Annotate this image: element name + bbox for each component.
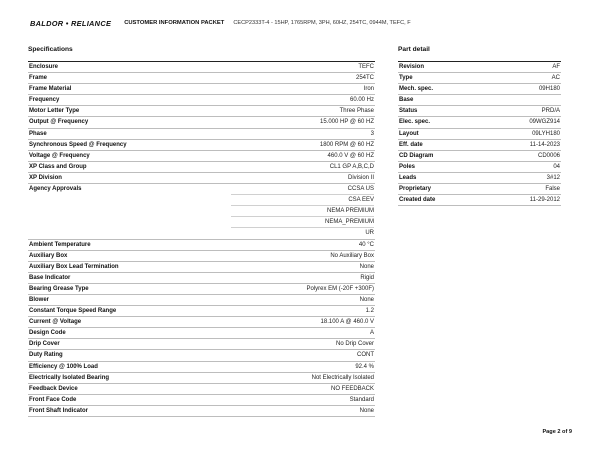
part-row [398,161,561,172]
spec-row-label: Output @ Frequency [28,117,230,128]
spec-row [28,361,375,372]
part-row-value: 09H180 [486,84,561,95]
spec-row [28,328,375,339]
spec-row-value: CSA EEV [231,195,374,206]
spec-row [28,405,375,416]
spec-row [28,339,375,350]
spec-row [28,239,375,250]
spec-row-value: 460.0 V @ 60 HZ [230,150,375,161]
spec-row-value: Rigid [230,272,375,283]
spec-row-value: NEMA PREMIUM [231,206,374,217]
part-row-value: False [486,184,561,195]
spec-row-label: Frame Material [28,84,230,95]
spec-row [28,106,375,117]
spec-row-label: Bearing Grease Type [28,283,230,294]
spec-row-value: CCSA US [231,184,374,195]
spec-row [28,84,375,95]
spec-row [28,394,375,405]
part-row [398,95,561,106]
spec-row-value: NO FEEDBACK [230,383,375,394]
spec-row-label: Feedback Device [28,383,230,394]
part-row [398,195,561,206]
spec-row-value: 60.00 Hz [230,95,375,106]
part-row-label: Poles [398,161,486,172]
model-description: CECP2333T-4 - 15HP, 1765RPM, 3PH, 60HZ, 254TC, 0944M, TEFC, F [233,20,411,26]
part-row-label: Elec. spec. [398,117,486,128]
part-row-value: 04 [486,161,561,172]
part-detail-title: Part detail [398,46,430,53]
spec-row [28,372,375,383]
spec-row-value: Standard [230,394,375,405]
part-row [398,128,561,139]
spec-row-value-list [230,184,375,239]
spec-row [28,150,375,161]
spec-row-label: Efficiency @ 100% Load [28,361,230,372]
spec-row-value: 18.100 A @ 460.0 V [230,317,375,328]
spec-row-value: NEMA_PREMIUM [231,217,374,228]
spec-row-label: Auxiliary Box Lead Termination [28,261,230,272]
spec-row-label: Base Indicator [28,272,230,283]
part-row [398,106,561,117]
part-row-label: Layout [398,128,486,139]
spec-row-label: Electrically Isolated Bearing [28,372,230,383]
spec-row-label: Ambient Temperature [28,239,230,250]
spec-row [28,272,375,283]
spec-row-value: 1.2 [230,306,375,317]
part-row-value [486,95,561,106]
specifications-title: Specifications [28,46,73,53]
spec-row [28,172,375,183]
spec-row-value: A [230,328,375,339]
spec-row-label: Front Face Code [28,394,230,405]
spec-row-label: Frequency [28,95,230,106]
spec-row-value: 3 [230,128,375,139]
spec-row-label: Drip Cover [28,339,230,350]
spec-row [28,383,375,394]
part-row [398,139,561,150]
spec-row [28,250,375,261]
spec-row-label: Constant Torque Speed Range [28,306,230,317]
part-row-label: Proprietary [398,184,486,195]
spec-row [28,128,375,139]
spec-row-value: 40 °C [230,239,375,250]
spec-row [28,261,375,272]
spec-row [28,184,375,239]
spec-row-label: Frame [28,73,230,84]
spec-row-label: XP Class and Group [28,161,230,172]
spec-row-value: Not Electrically Isolated [230,372,375,383]
specifications-table [28,61,375,417]
spec-row [28,117,375,128]
spec-row-value: TEFC [230,62,375,73]
part-row-label: CD Diagram [398,150,486,161]
document-header [30,17,580,29]
part-row-value: 3#12 [486,172,561,183]
spec-row [28,306,375,317]
part-detail-table [398,61,561,206]
spec-row-value: 15.000 HP @ 60 HZ [230,117,375,128]
spec-row-value: None [230,405,375,416]
spec-row-label: Front Shaft Indicator [28,405,230,416]
spec-row [28,283,375,294]
part-row [398,73,561,84]
spec-row-value: None [230,294,375,305]
spec-row-label: Enclosure [28,62,230,73]
spec-row-label: Phase [28,128,230,139]
part-row-value: 09LYH180 [486,128,561,139]
part-row [398,117,561,128]
part-row-value: PRD/A [486,106,561,117]
spec-row-value: No Auxiliary Box [230,250,375,261]
spec-row-label: Voltage @ Frequency [28,150,230,161]
part-row [398,172,561,183]
part-row [398,184,561,195]
spec-row-label: Agency Approvals [28,184,230,239]
part-row-label: Status [398,106,486,117]
part-row-label: Revision [398,62,486,73]
part-row [398,62,561,73]
page-number: Page 2 of 9 [542,429,572,435]
part-row-label: Eff. date [398,139,486,150]
spec-row-label: Current @ Voltage [28,317,230,328]
spec-row [28,95,375,106]
part-row-value: AC [486,73,561,84]
part-row-value: 11-14-2023 [486,139,561,150]
part-row-value: AF [486,62,561,73]
spec-row-value: None [230,261,375,272]
brand-logo: BALDOR • RELIANCE [30,18,112,28]
part-row-label: Mech. spec. [398,84,486,95]
spec-row-label: Duty Rating [28,350,230,361]
packet-title: CUSTOMER INFORMATION PACKET [124,20,225,26]
part-row-label: Created date [398,195,486,206]
part-row-value: CD0006 [486,150,561,161]
spec-row [28,62,375,73]
part-row-value: 11-29-2012 [486,195,561,206]
spec-row-value: No Drip Cover [230,339,375,350]
spec-row [28,317,375,328]
spec-row-label: Design Code [28,328,230,339]
spec-row-value: UR [365,230,374,237]
spec-row-label: Synchronous Speed @ Frequency [28,139,230,150]
spec-row-label: Auxiliary Box [28,250,230,261]
spec-row [28,161,375,172]
spec-row [28,139,375,150]
spec-row-value: Polyrex EM (-20F +300F) [230,283,375,294]
spec-row-value: CONT [230,350,375,361]
part-row-label: Type [398,73,486,84]
spec-row [28,73,375,84]
spec-row [28,350,375,361]
spec-row [28,294,375,305]
part-row-label: Base [398,95,486,106]
spec-row-label: Blower [28,294,230,305]
part-row [398,150,561,161]
spec-row-value: 92.4 % [230,361,375,372]
spec-row-value: 254TC [230,73,375,84]
part-row [398,84,561,95]
spec-row-value: Division II [230,172,375,183]
part-row-value: 09WGZ914 [486,117,561,128]
spec-row-label: Motor Letter Type [28,106,230,117]
spec-row-value: 1800 RPM @ 60 HZ [230,139,375,150]
spec-row-label: XP Division [28,172,230,183]
part-row-label: Leads [398,172,486,183]
spec-row-value: Three Phase [230,106,375,117]
spec-row-value: Iron [230,84,375,95]
spec-row-value: CL1 GP A,B,C,D [230,161,375,172]
